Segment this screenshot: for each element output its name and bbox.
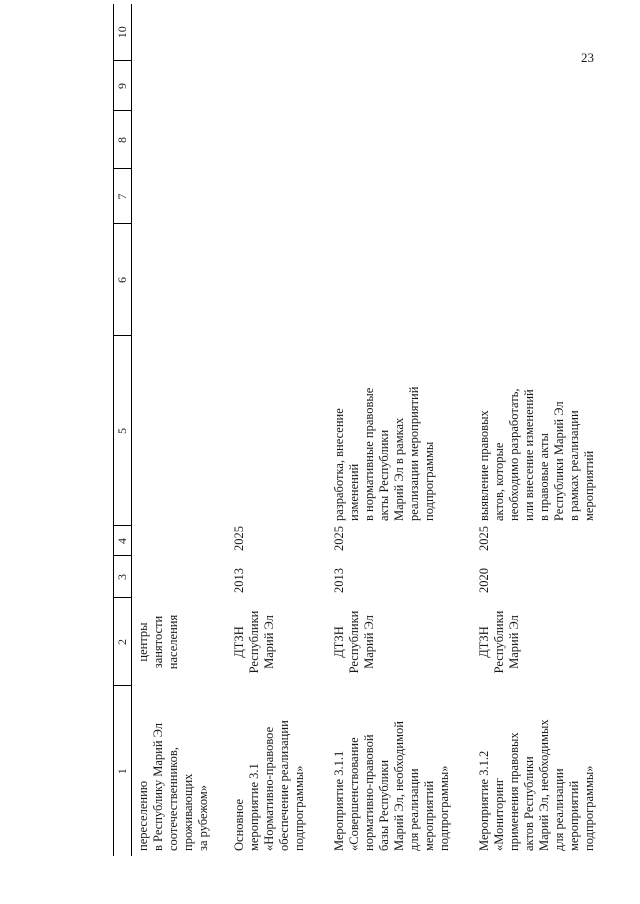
cell-empty — [310, 169, 455, 224]
cell-text-line: ДТЗН — [477, 626, 491, 658]
cell-text-line: выявление правовых — [477, 410, 491, 521]
cell-col5 — [310, 336, 455, 526]
cell-text-line: Марий Эл в рамках — [392, 417, 406, 521]
cell-text-line: Марий Эл — [362, 615, 376, 669]
cell-empty — [455, 111, 600, 169]
cell-text-line: подпрограммы» — [292, 765, 306, 851]
cell-col4: 2025 — [332, 526, 346, 551]
cell-text-line: Республики — [247, 610, 261, 674]
cell-text-line: мероприятий — [422, 780, 436, 851]
program-table — [113, 4, 600, 856]
cell-text-line: в правовые акты — [537, 433, 551, 521]
cell-text-line: Марий Эл, необходимой — [392, 721, 406, 851]
cell-text-line: подпрограммы» — [582, 765, 596, 851]
cell-empty — [310, 111, 455, 169]
header-cell: 6 — [114, 224, 132, 336]
header-cell: 7 — [114, 169, 132, 224]
cell-col2 — [310, 598, 455, 686]
header-cell: 4 — [114, 526, 132, 556]
cell-text-line: для реализации — [407, 768, 421, 851]
cell-empty — [214, 169, 310, 224]
cell-text-line: мероприятие 3.1 — [247, 763, 261, 851]
cell-text-line: занятости — [151, 615, 165, 669]
cell-text-line: нормативно-правовой — [362, 734, 376, 851]
cell-empty — [455, 4, 600, 61]
cell-empty — [214, 61, 310, 111]
cell-empty — [132, 169, 215, 224]
cell-col3: 2020 — [477, 568, 491, 593]
cell-text-line: переселению — [136, 780, 150, 851]
cell-col2 — [455, 598, 600, 686]
header-cell: 9 — [114, 61, 132, 111]
cell-col1 — [310, 686, 455, 856]
header-cell: 3 — [114, 556, 132, 598]
cell-text-line: соотечественников, — [166, 747, 180, 851]
cell-text-line: в Республику Марий Эл — [151, 723, 165, 851]
cell-empty — [214, 111, 310, 169]
cell-col3 — [132, 556, 215, 598]
cell-text-line: центры — [136, 622, 150, 662]
cell-empty — [132, 111, 215, 169]
cell-text-line: в нормативные правовые — [362, 387, 376, 521]
cell-col4 — [132, 526, 215, 556]
cell-text-line: подпрограммы» — [437, 765, 451, 851]
cell-text-line: ДТЗН — [332, 626, 346, 658]
cell-text-line: необходимо разработать, — [507, 388, 521, 521]
cell-text-line: реализации мероприятий — [407, 386, 421, 521]
cell-empty — [310, 61, 455, 111]
cell-text-line: Республики — [347, 610, 361, 674]
cell-text-line: ДТЗН — [232, 626, 246, 658]
cell-text-line: в рамках реализации — [567, 410, 581, 521]
cell-col4: 2025 — [232, 526, 246, 551]
cell-text-line: обеспечение реализации — [277, 720, 291, 851]
cell-text-line: мероприятий — [582, 450, 596, 521]
cell-empty — [214, 224, 310, 336]
cell-text-line: Мероприятие 3.1.2 — [477, 750, 491, 851]
cell-text-line: базы Республики — [377, 759, 391, 851]
cell-text-line: Марий Эл — [507, 615, 521, 669]
cell-text-line: изменений — [347, 463, 361, 521]
cell-col1 — [214, 686, 310, 856]
cell-empty — [455, 224, 600, 336]
cell-text-line: подпрограммы — [422, 441, 436, 521]
cell-text-line: Основное — [232, 798, 246, 851]
cell-col2 — [132, 598, 215, 686]
table-row — [310, 4, 455, 856]
header-cell: 1 — [114, 686, 132, 856]
cell-text-line: населения — [166, 614, 180, 670]
cell-col5 — [214, 336, 310, 526]
cell-text-line: для реализации — [552, 768, 566, 851]
table-row — [455, 4, 600, 856]
header-cell: 2 — [114, 598, 132, 686]
cell-text-line: разработка, внесение — [332, 408, 346, 521]
cell-text-line: акты Республики — [377, 429, 391, 521]
cell-text-line: применения правовых — [507, 732, 521, 851]
cell-col5 — [455, 336, 600, 526]
table-row — [132, 4, 215, 856]
cell-col3: 2013 — [332, 568, 346, 593]
cell-text-line: актов Республики — [522, 756, 536, 851]
cell-empty — [214, 4, 310, 61]
cell-text-line: Республики — [492, 610, 506, 674]
header-cell: 8 — [114, 111, 132, 169]
cell-col1 — [132, 686, 215, 856]
header-cell: 10 — [114, 4, 132, 61]
cell-text-line: «Совершенствование — [347, 737, 361, 851]
cell-empty — [455, 61, 600, 111]
header-row — [114, 4, 132, 856]
cell-col1 — [455, 686, 600, 856]
cell-text-line: проживающих — [181, 773, 195, 851]
cell-text-line: «Мониторинг — [492, 778, 506, 851]
cell-col5 — [132, 336, 215, 526]
cell-text-line: или внесение изменений — [522, 389, 536, 521]
cell-col4: 2025 — [477, 526, 491, 551]
cell-empty — [132, 61, 215, 111]
cell-text-line: за рубежом» — [196, 784, 210, 851]
cell-text-line: Марий Эл, необходимых — [537, 719, 551, 851]
cell-text-line: Мероприятие 3.1.1 — [332, 750, 346, 851]
cell-text-line: Республики Марий Эл — [552, 401, 566, 521]
table-row — [214, 4, 310, 856]
cell-empty — [132, 224, 215, 336]
header-cell: 5 — [114, 336, 132, 526]
cell-empty — [132, 4, 215, 61]
cell-text-line: актов, которые — [492, 442, 506, 521]
page-number: 23 — [581, 50, 594, 65]
cell-text-line: «Нормативно-правовое — [262, 726, 276, 851]
cell-text-line: Марий Эл — [262, 615, 276, 669]
cell-col3: 2013 — [232, 568, 246, 593]
cell-text-line: мероприятий — [567, 780, 581, 851]
cell-col2 — [214, 598, 310, 686]
cell-empty — [310, 4, 455, 61]
cell-empty — [310, 224, 455, 336]
cell-empty — [455, 169, 600, 224]
